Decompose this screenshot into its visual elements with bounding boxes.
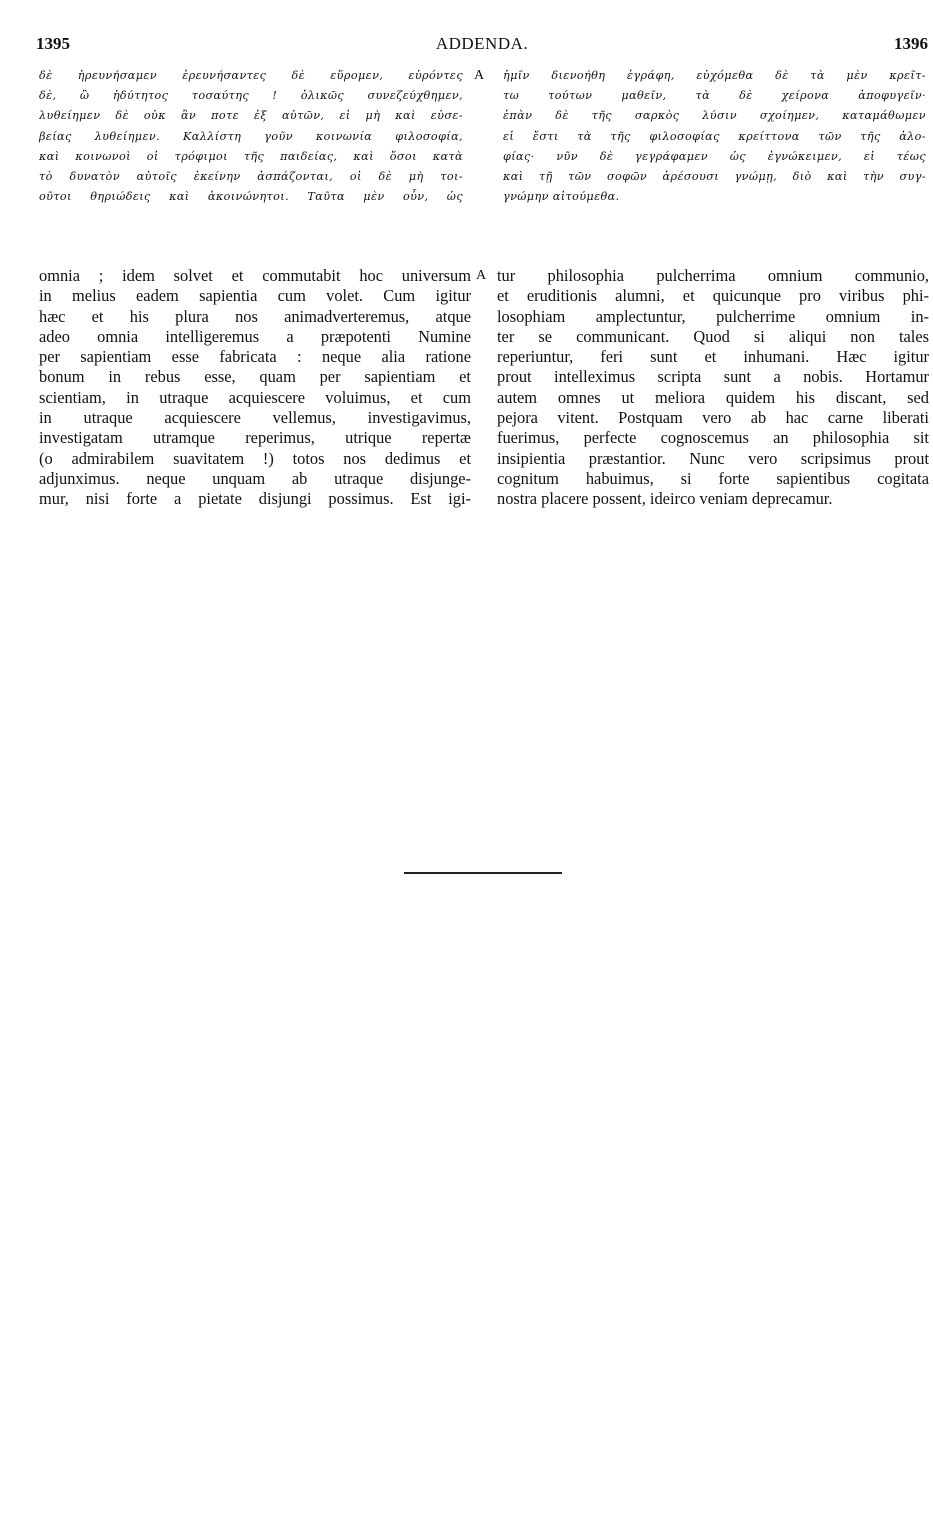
latin-left-line: in melius eadem sapientia cum volet. Cum igitur	[39, 286, 471, 306]
greek-right-line: τω τούτων μαθεῖν, τὰ δὲ χείρονα ἀποφυγεῖν·	[503, 89, 926, 103]
latin-left-line: (o admirabilem suavitatem !) totos nos dedimus et	[39, 448, 471, 468]
latin-left-line: omnia ; idem solvet et commutabit hoc universum	[39, 266, 471, 285]
greek-column-left	[39, 66, 463, 236]
latin-left-line: adeo omnia intelligeremus a præpotenti Numine	[39, 326, 471, 346]
latin-column-right	[497, 266, 929, 556]
latin-right-line: fuerimus, perfecte cognoscemus an philosophia sit	[497, 428, 929, 448]
latin-right-line: pejora vitent. Postquam vero ab hac carne liberati	[497, 408, 929, 428]
greek-right-line: εἰ ἔστι τὰ τῆς φιλοσοφίας κρείττονα τῶν τῆς ἀλο-	[503, 129, 926, 143]
end-rule-divider	[404, 872, 562, 874]
latin-left-line: investigatam utramque reperimus, utrique repertæ	[39, 428, 471, 448]
latin-section-marker: A	[476, 268, 487, 283]
page-number-right: 1396	[894, 34, 928, 53]
latin-right-line: ter se communicant. Quod si aliqui non tales	[497, 326, 929, 346]
latin-left-line: scientiam, in utraque acquiescere voluimus, et cum	[39, 387, 471, 407]
latin-left-line: per sapientiam esse fabricata : neque alia ratione	[39, 347, 471, 367]
greek-right-line: φίας· νῦν δὲ γεγράφαμεν ὡς ἐγνώκειμεν, εἰ τέως	[503, 149, 926, 163]
greek-left-line: τὸ δυνατὸν αὐτοῖς ἐκείνην ἀσπάζονται, οἱ δὲ μὴ τοι-	[39, 170, 463, 184]
greek-left-line: δὲ ἠρευνήσαμεν ἐρευνήσαντες δὲ εὕρομεν, εὑρόντες	[39, 69, 463, 82]
latin-left-line: in utraque acquiescere vellemus, investigavimus,	[39, 408, 471, 428]
latin-right-line: tur philosophia pulcherrima omnium communio,	[497, 266, 929, 285]
greek-right-line: καὶ τῇ τῶν σοφῶν ἀρέσουσι γνώμῃ, διὸ καὶ τὴν συγ-	[503, 170, 926, 184]
latin-right-line: cognitum habuimus, si forte sapientibus cogitata	[497, 468, 929, 488]
latin-right-line: et eruditionis alumni, et quicunque pro viribus phi-	[497, 286, 929, 306]
latin-right-line: reperiuntur, feri sunt et inhumani. Hæc igitur	[497, 347, 929, 367]
latin-left-line: hæc et his plura nos animadverteremus, atque	[39, 306, 471, 326]
greek-left-line: καὶ κοινωνοὶ οἱ τρόφιμοι τῆς παιδείας, καὶ ὅσοι κατὰ	[39, 149, 463, 163]
page-number-left: 1395	[36, 34, 70, 53]
latin-right-line: nostra placere possent, ideirco veniam deprecamur.	[497, 489, 833, 509]
latin-left-line: adjunximus. neque unquam ab utraque disjunge-	[39, 468, 471, 488]
greek-right-line: ἡμῖν διενοήθη ἐγράφη, εὐχόμεθα δὲ τὰ μὲν κρεῖτ-	[503, 69, 926, 82]
latin-right-line: prout intelleximus scripta sunt a nobis. Hortamur	[497, 367, 929, 387]
greek-left-line: δὲ, ὢ ἡδύτητος τοσαύτης ! ὁλικῶς συνεζεύχθημεν,	[39, 89, 463, 103]
latin-right-line: losophiam amplectuntur, pulcherrime omnium in-	[497, 306, 929, 326]
greek-left-line: βείας λυθείημεν. Καλλίστη γοῦν κοινωνία φιλοσοφία,	[39, 129, 463, 143]
greek-section-marker: A	[474, 68, 485, 83]
latin-right-line: autem omnes ut meliora quidem his discant, sed	[497, 387, 929, 407]
running-head	[36, 34, 928, 56]
latin-right-line: insipientia præstantior. Nunc vero scripsimus prout	[497, 448, 929, 468]
greek-right-line: γνώμην αἰτούμεθα.	[503, 190, 620, 204]
latin-left-line: bonum in rebus esse, quam per sapientiam et	[39, 367, 471, 387]
greek-right-line: ἐπὰν δὲ τῆς σαρκὸς λύσιν σχοίημεν, καταμάθωμεν	[503, 109, 926, 123]
greek-left-line: λυθείημεν δὲ οὐκ ἂν ποτε ἐξ αὐτῶν, εἰ μὴ καὶ εὐσε-	[39, 109, 463, 123]
greek-column-right	[503, 66, 926, 236]
latin-left-line: mur, nisi forte a pietate disjungi possimus. Est igi-	[39, 489, 471, 509]
greek-left-line: οῦτοι θηριώδεις καὶ ἀκοινώνητοι. Ταῦτα μὲν οὖν, ὡς	[39, 190, 463, 204]
running-title: ADDENDA.	[435, 34, 529, 53]
latin-column-left	[39, 266, 471, 556]
